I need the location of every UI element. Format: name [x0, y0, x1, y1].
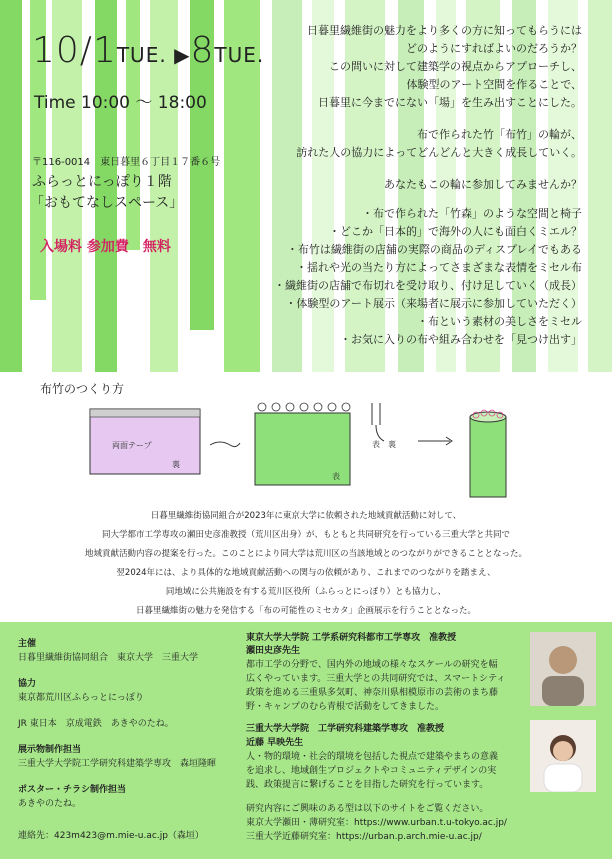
prof2-bio: 践、政策提言に繋げることを目指した研究を行っています。 — [246, 780, 489, 790]
intro-text — [296, 22, 582, 194]
prof1-bio: 広くやっています。三重大学との共同研究では、スマートシティ — [246, 674, 506, 684]
description-line: 日暮里繊維街協同組合が2023年に東京大学に依頼された地域貢献活動に対して、 — [150, 511, 462, 521]
back-label: 裏 — [172, 460, 180, 469]
description-line: 同大学都市工学専攻の瀬田史彦准教授（荒川区出身）が、もともと共同研究を行っている三重大学と共同で — [101, 530, 510, 540]
feature-item: ・揺れや光の当たり方によってさまざまな表情をミセル布 — [296, 261, 582, 274]
description-line: 日暮里繊維街の魅力を発信する「布の可能性のミセカタ」企画展示を行うこととなった。 — [135, 606, 476, 616]
prof1-photo — [530, 632, 596, 706]
prof2-photo — [530, 720, 596, 792]
venue-name: ふらっとにっぽり１階 — [32, 174, 172, 190]
date-end-day: TUE. — [214, 43, 265, 67]
intro-line — [296, 162, 582, 176]
intro-line: 日暮里繊維街の魅力をより多くの方に知ってもらうには — [307, 24, 582, 37]
howto-illustration — [50, 395, 530, 505]
date-start: 10/1 — [32, 30, 117, 71]
prof1-bio: 政策を進める三重県多気町、神奈川県相模原市の芸術のまち藤 — [246, 688, 499, 698]
prof1-affiliation: 東京大学大学院 工学系研究科都市工学専攻 准教授 — [246, 633, 457, 643]
prof2-bio: 人・物的環境・社会的環境を包括した視点で建築やまちの意義 — [246, 752, 499, 762]
feature-item: ・体験型のアート展示（来場者に展示に参加していただく） — [285, 297, 582, 310]
venue-address: 〒116-0014 東日暮里６丁目１７番６号 — [32, 157, 221, 168]
omote-ura-label: 表 裏 — [372, 440, 396, 449]
intro-line — [296, 112, 582, 126]
intro-line: 訪れた人の協力によってどんどんと大きく成長していく。 — [296, 146, 582, 159]
feature-item: ・お気に入りの布や組み合わせを「見つけ出す」 — [340, 333, 582, 346]
prof1-bio: 野・キャンプのむら青根で活動をしてきました。 — [246, 702, 445, 712]
tape-label: 両面テープ — [112, 441, 152, 450]
intro-line: 日暮里に今までにない「場」を生み出すことにした。 — [318, 96, 582, 109]
howto-title: 布竹のつくり方 — [40, 382, 125, 396]
arrow-shape — [210, 442, 240, 447]
organizer-text: 日暮里繊維街協同組合 東京大学 三重大学 — [18, 653, 199, 663]
features-list — [274, 205, 582, 349]
prof2-bio: を追求し、地域創生プロジェクトやコミュニティデザインの実 — [246, 766, 497, 776]
arrow-icon: ▶ — [174, 43, 191, 67]
feature-item: ・布竹は繊維街の店舗の実際の商品のディスプレイでもある — [286, 243, 582, 256]
date-end: 8 — [190, 30, 215, 71]
feature-item: ・布で作られた「竹森」のような空間と椅子 — [362, 207, 582, 220]
intro-line: どのようにすればよいのだろうか？ — [406, 42, 582, 55]
prof1-bio: 都市工学の分野で、国内外の地域の様々なスケールの研究を幅 — [246, 660, 498, 670]
intro-line: この問いに対して建築学の視点からアプローチし、 — [329, 60, 582, 73]
description-line: 地域貢献活動内容の提案を行った。このことにより同大学は荒川区の当該地域とのつながりができることとなった。 — [84, 549, 527, 559]
event-dates — [32, 30, 264, 71]
support-text: 東京都荒川区ふらっとにっぽり — [18, 693, 144, 703]
feature-item: ・布という素材の美しさをミセル — [417, 315, 582, 328]
front-label: 表 — [332, 472, 340, 481]
lab-link-mie[interactable]: 三重大学近藤研究室：https://urban.p.arch.mie-u.ac.jp/ — [246, 832, 482, 842]
lab-link-tokyo[interactable]: 東京大学瀬田・薄研究室：https://www.urban.t.u-tokyo.ac.jp/ — [246, 818, 507, 828]
event-time: Time 10:00 ～ 18:00 — [34, 93, 207, 113]
poster-text: あきやのたね。 — [18, 799, 82, 809]
feature-item: ・繊維街の店舗で布切れを受け取り、付け足していく（成長） — [274, 279, 582, 292]
prof2-affiliation: 三重大学大学院 工学研究科建築学専攻 准教授 — [246, 724, 445, 734]
prof2-name: 近藤 早映先生 — [246, 738, 304, 748]
feature-item: ・どこか「日本的」で海外の人にも面白くミエル？ — [329, 225, 582, 238]
description-line: 同地域に公共施設を有する荒川区役所（ふらっとにっぽり）とも協力し、 — [165, 587, 447, 597]
support-text: JR 東日本 京成電鉄 あきやのたね。 — [18, 719, 174, 729]
date-start-day: TUE. — [116, 43, 167, 67]
intro-line: あなたもこの輪に参加してみませんか？ — [384, 178, 582, 191]
links-intro: 研究内容にご興味のある型は以下のサイトをご覧ください。 — [246, 804, 489, 814]
support-heading: 協力 — [18, 679, 37, 689]
admission-fee: 入場料 参加費 無料 — [40, 239, 171, 255]
intro-line: 体験型のアート空間を作ることで、 — [406, 78, 582, 91]
production-text: 三重大学大学院工学研究科建築学専攻 森垣隆暉 — [18, 759, 217, 769]
organizer-heading: 主催 — [18, 639, 37, 649]
poster-heading: ポスター・チラシ制作担当 — [18, 785, 127, 795]
intro-line: 布で作られた竹「布竹」の輪が、 — [417, 128, 582, 141]
prof1-name: 瀬田史彦先生 — [246, 646, 301, 656]
venue-space: 「おもてなしスペース」 — [30, 195, 184, 211]
description-line: 翌2024年には、より具体的な地域貢献活動への関与の依頼があり、これまでのつながりを踏まえ、 — [116, 568, 496, 578]
production-heading: 展示物制作担当 — [18, 745, 82, 755]
contact-text: 連絡先：423m423@m.mie-u.ac.jp（森垣） — [18, 831, 204, 841]
